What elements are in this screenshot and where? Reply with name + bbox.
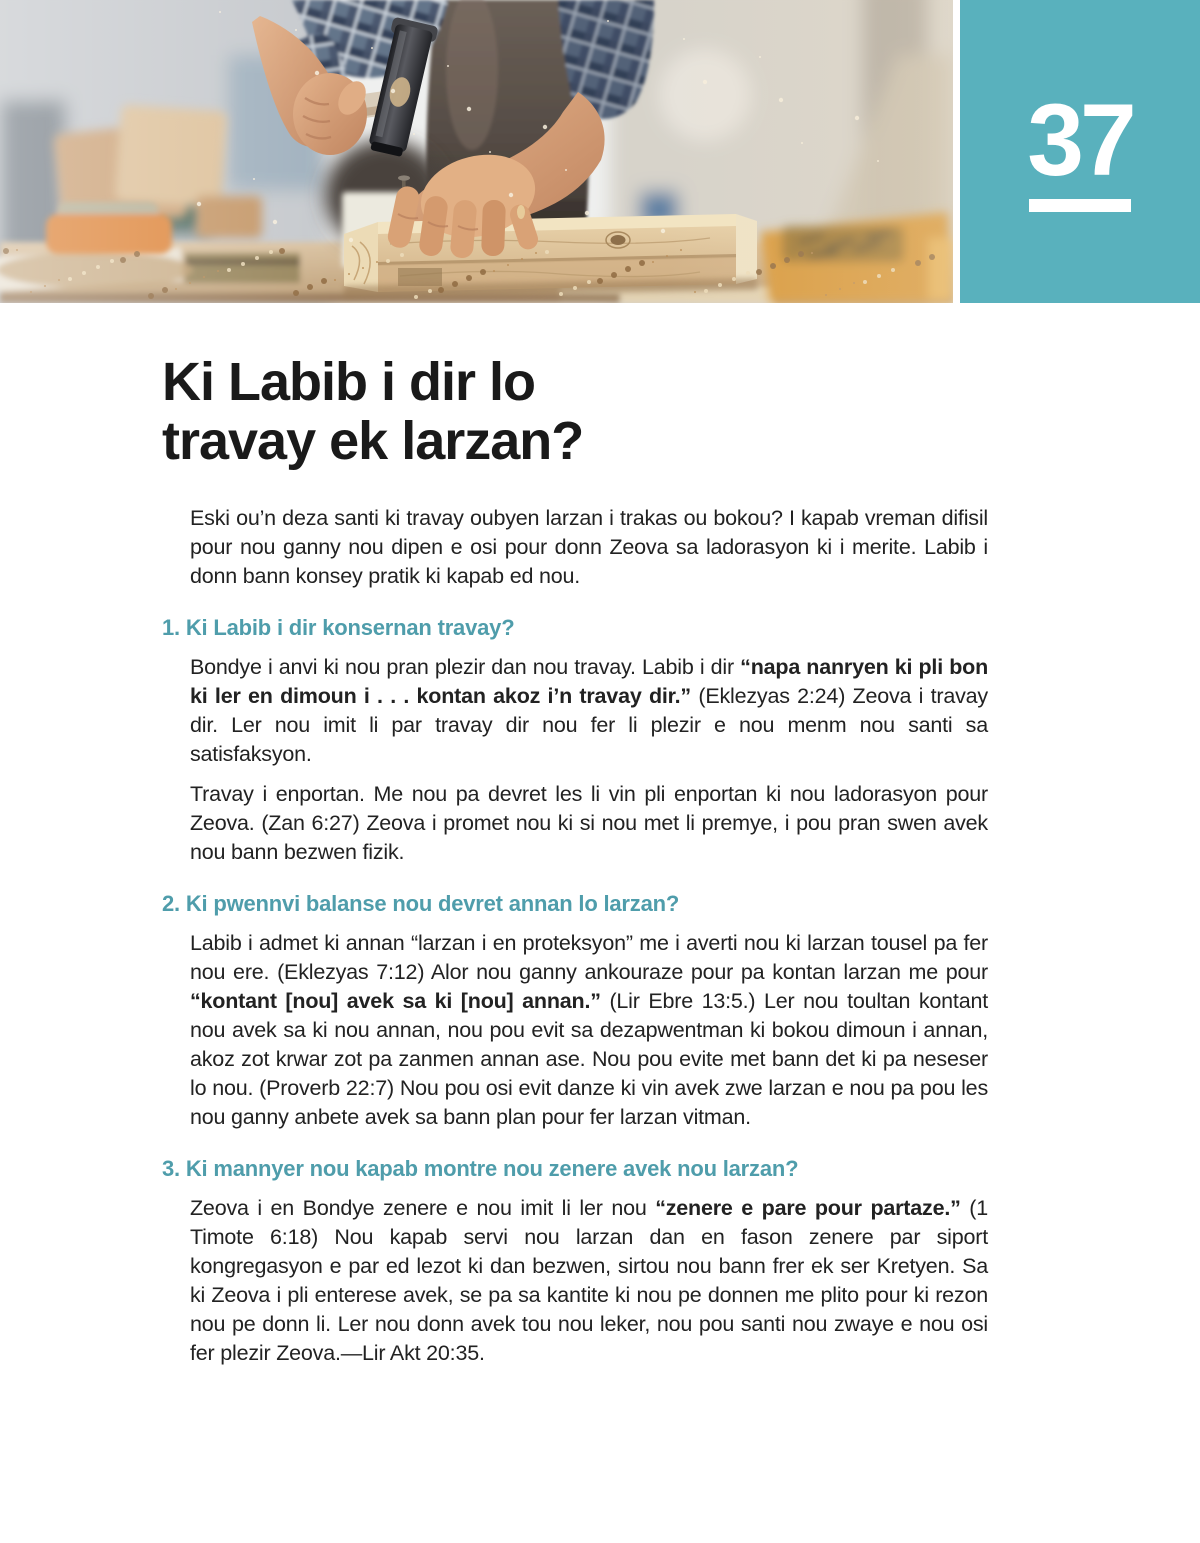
section-2-heading: 2. Ki pwennvi balanse nou devret annan lo larzan?: [162, 891, 680, 916]
lesson-number: 37: [1027, 82, 1133, 197]
carpenter-photo: [0, 0, 953, 303]
page-title-line-1: Ki Labib i dir lo: [162, 352, 535, 412]
page-title-line-2: travay ek larzan?: [162, 411, 584, 471]
lesson-number-badge: [960, 0, 1200, 303]
section-3: [162, 1155, 1040, 1368]
section-2: [162, 890, 1040, 1132]
section-1-paragraph-2: Travay i enportan. Me nou pa devret les li vin pli enportan ki nou ladorasyon pour Zeova. (Zan 6:27) Zeova i promet nou ki si nou met li premye, i pou pran swen avek nou bann bezwen fizik.: [190, 782, 988, 864]
page-title: [162, 353, 1040, 471]
lesson-content: [0, 353, 1200, 1368]
intro-paragraph: Eski ou’n deza santi ki travay oubyen larzan i trakas ou bokou? I kapab vreman difisil pour nou ganny nou dipen e osi pour donn Zeova sa ladorasyon ki i merite. Labib i donn bann konsey pratik ki kapab ed nou.: [190, 506, 988, 588]
section-1-heading: 1. Ki Labib i dir konsernan travay?: [162, 615, 515, 640]
section-1: [162, 614, 1040, 867]
carpenter-photo-illustration: [0, 0, 953, 303]
section-2-paragraph-1: Labib i admet ki annan “larzan i en proteksyon” me i averti nou ki larzan tousel pa fer nou ere. (Eklezyas 7:12) Alor nou ganny ankouraze pour pa kontan larzan me pour “kontant [nou] avek sa ki [nou] annan.” (Lir Ebre 13:5.) Ler nou toultan kontant nou avek sa ki nou annan, nou pou evit sa dezapwentman ki bokou dimoun i annan, akoz zot krwar zot pa zanmen annan ase. Nou pou evite met bann det ki pa neseser lo nou. (Proverb 22:7) Nou pou osi evit danze ki vin avek zwe larzan e nou pa pou les nou ganny anbete avek sa bann plan pour fer larzan vitman.: [190, 931, 988, 1129]
section-3-paragraph-1: Zeova i en Bondye zenere e nou imit li ler nou “zenere e pare pour partaze.” (1 Timote 6:18) Nou kapab servi nou larzan dan en fason zenere par siport kongregasyon e par ed lezot ki dan bezwen, sirtou nou bann frer ek ser Kretyen. Sa ki Zeova i pli enterese avek, se pa sa kantite ki nou pe donnen me plito pour ki rezon nou pe donn li. Ler nou donn avek tou nou leker, nou pou santi nou zwaye e nou osi fer plezir Zeova.—Lir Akt 20:35.: [190, 1196, 988, 1365]
lesson-number-underline: [1029, 199, 1131, 212]
section-1-paragraph-1: Bondye i anvi ki nou pran plezir dan nou travay. Labib i dir “napa nanryen ki pli bon ki ler en dimoun i . . . kontan akoz i’n travay dir.” (Eklezyas 2:24) Zeova i travay dir. Ler nou imit li par travay dir nou fer li plezir e nou menm nou santi sa satisfaksyon.: [190, 655, 988, 766]
page-header: [0, 0, 1200, 303]
section-3-heading: 3. Ki mannyer nou kapab montre nou zenere avek nou larzan?: [162, 1156, 799, 1181]
